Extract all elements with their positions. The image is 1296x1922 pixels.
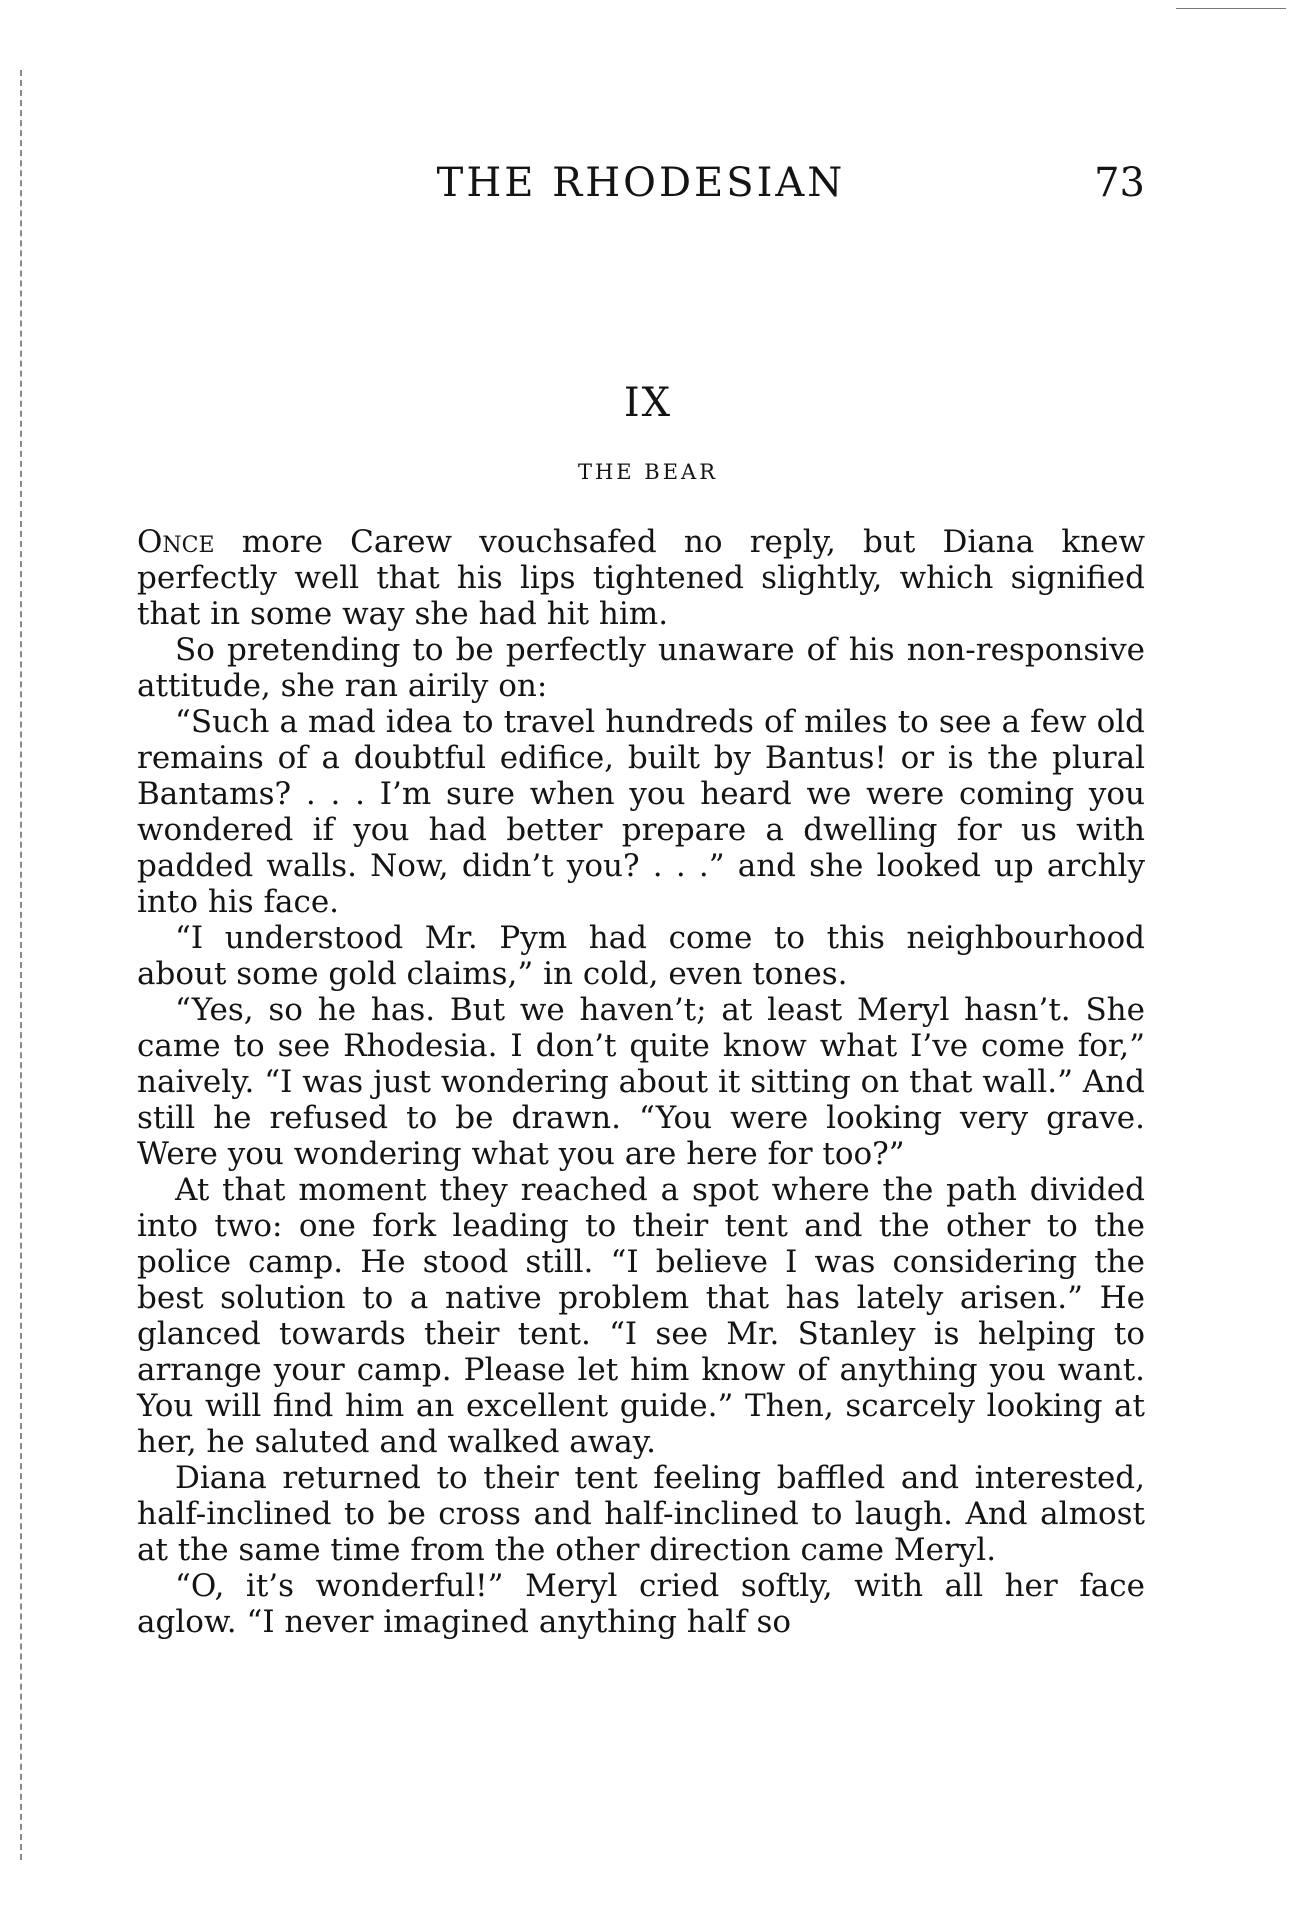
- paragraph: “O, it’s wonderful!” Meryl cried softly, with all her face aglow. “I never imagined anything half so: [137, 1568, 1145, 1640]
- body-text: [137, 524, 1145, 1640]
- paragraph: “Such a mad idea to travel hundreds of miles to see a few old remains of a doubtful edifice, built by Bantus! or is the plural Bantams? . . . I’m sure when you heard we were coming you wondered if you had better prepare a dwelling for us with padded walls. Now, didn’t you? . . .” and she looked up archly into his face.: [137, 704, 1145, 920]
- running-title: THE RHODESIAN: [436, 160, 846, 206]
- opening-word: Once: [137, 524, 215, 560]
- page-number: 73: [1094, 160, 1145, 206]
- paragraph: At that moment they reached a spot where the path divided into two: one fork leading to their tent and the other to the police camp. He stood still. “I believe I was considering the best solution to a native problem that has lately arisen.” He glanced towards their tent. “I see Mr. Stanley is helping to arrange your camp. Please let him know of anything you want. You will find him an excellent guide.” Then, scarcely looking at her, he saluted and walked away.: [137, 1172, 1145, 1460]
- chapter-number: IX: [623, 380, 673, 426]
- paragraph-text: more Carew vouchsafed no reply, but Diana knew perfectly well that his lips tightened slightly, which signified that in some way she had hit him.: [137, 524, 1145, 632]
- paragraph: So pretending to be perfectly unaware of his non-responsive attitude, she ran airily on:: [137, 632, 1145, 704]
- paragraph: “I understood Mr. Pym had come to this neighbourhood about some gold claims,” in cold, even tones.: [137, 920, 1145, 992]
- paragraph: [137, 524, 1145, 632]
- chapter-title: THE BEAR: [577, 460, 719, 484]
- binding-edge: [20, 70, 22, 1860]
- top-rule: [1176, 8, 1286, 9]
- paragraph: “Yes, so he has. But we haven’t; at least Meryl hasn’t. She came to see Rhodesia. I don’t quite know what I’ve come for,” naively. “I was just wondering about it sitting on that wall.” And still he refused to be drawn. “You were looking very grave. Were you wondering what you are here for too?”: [137, 992, 1145, 1172]
- paragraph: Diana returned to their tent feeling baffled and interested, half-inclined to be cross and half-inclined to laugh. And almost at the same time from the other direction came Meryl.: [137, 1460, 1145, 1568]
- running-head: [137, 160, 1145, 210]
